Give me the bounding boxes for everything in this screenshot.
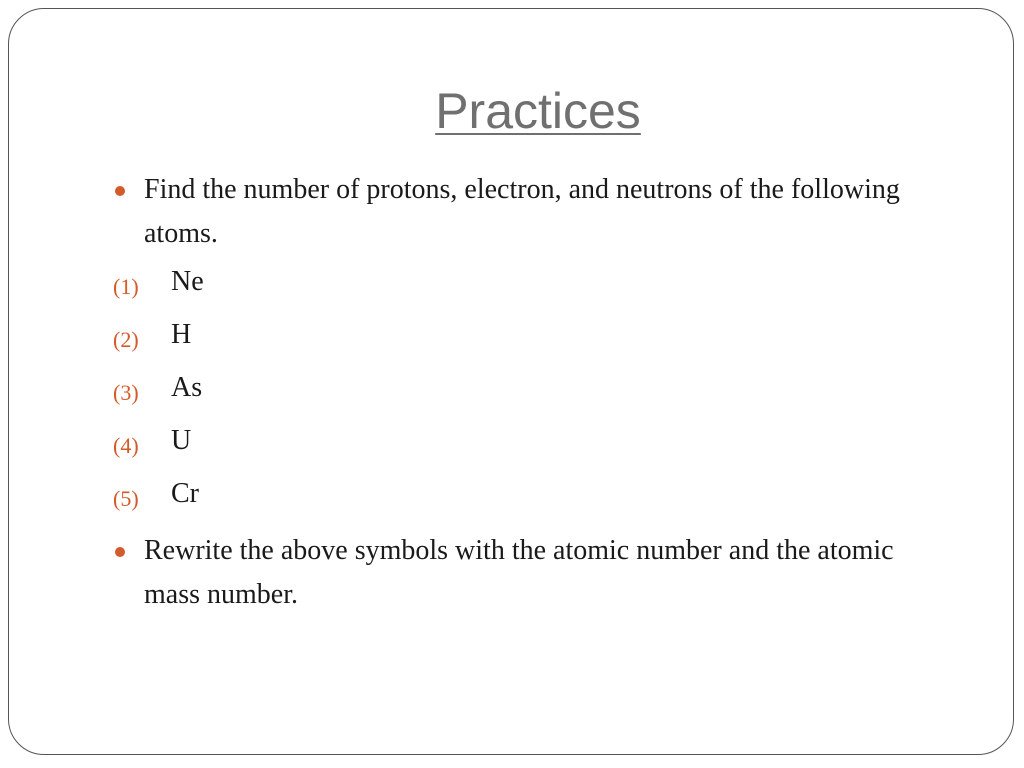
numbered-item-text: U — [171, 425, 192, 456]
numbered-item-text: Ne — [171, 266, 204, 297]
bullet-text: Rewrite the above symbols with the atomic number and the atomic mass number. — [144, 535, 894, 610]
slide-title: Practices — [435, 83, 641, 139]
bullet-dot-icon — [115, 186, 125, 196]
bullet-item-rewrite — [115, 529, 945, 617]
numbered-item-label: (5) — [113, 486, 139, 511]
bullet-dot-icon — [115, 547, 125, 557]
numbered-item-label: (4) — [113, 433, 139, 458]
numbered-item-text: Cr — [171, 478, 199, 509]
numbered-item-label: (3) — [113, 380, 139, 405]
numbered-item-label: (1) — [113, 274, 139, 299]
numbered-item-label: (2) — [113, 327, 139, 352]
numbered-item-text: H — [171, 319, 192, 350]
bullet-text: Find the number of protons, electron, and neutrons of the following atoms. — [144, 174, 900, 249]
bullet-item-find — [115, 168, 945, 256]
numbered-item-text: As — [171, 372, 203, 403]
